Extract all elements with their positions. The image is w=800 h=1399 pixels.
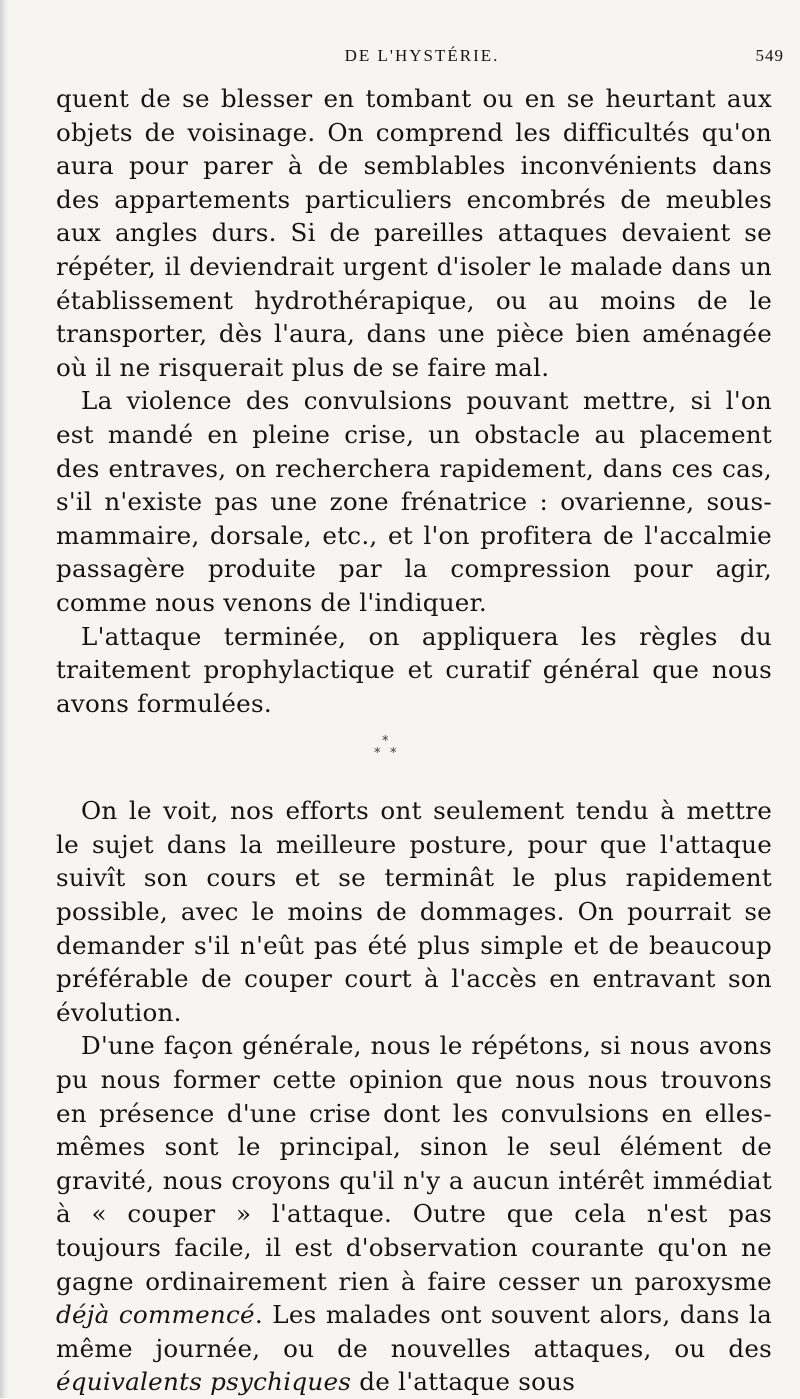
text-run: D'une façon générale, nous le répétons, si nous avons pu nous former cette opinion que nous nous trouvons en présence d'une crise dont les convulsions en elles-mêmes sont le principal, sinon le seul élément de gravité, nous croyons qu'il n'y a aucun intérêt immédiat à « couper » l'attaque. Outre que cela n'est pas toujours facile, il est d'observation courante qu'on ne gagne ordinairement rien à faire cesser un paroxysme [56, 1031, 772, 1296]
body-text [56, 82, 772, 1399]
text-run: de l'attaque sous [351, 1367, 576, 1397]
paragraph-on-le-voit: On le voit, nos efforts ont seulement tendu à mettre le sujet dans la meilleure posture, pour que l'attaque suivît son cours et se terminât le plus rapidement possible, avec le moins de dommages. On pourrait se demander s'il n'eût pas été plus simple et de beaucoup préférable de couper court à l'accès en entravant son évolution. [56, 796, 772, 1027]
italic-text-run: équivalents psychiques [56, 1367, 352, 1397]
running-head [60, 46, 784, 76]
page-gutter-shadow [0, 0, 9, 1398]
asterism-star: * [390, 746, 397, 762]
page-number: 549 [755, 46, 784, 65]
italic-text-run: déjà commencé [56, 1300, 255, 1330]
paragraph-d-une-facon-generale [56, 1029, 772, 1399]
asterism-star: * [382, 734, 389, 750]
asterism-star: * [374, 746, 381, 762]
running-head-title: DE L'HYSTÉRIE. [344, 46, 500, 65]
text-run: . Les malades ont souvent alors, dans la même journée, ou de nouvelles attaques, ou des [56, 1300, 772, 1363]
paragraph-attaque-terminee: L'attaque terminée, on appliquera les règles du traitement prophylactique et curatif général que nous avons formulées. [56, 621, 772, 718]
asterism-separator [56, 720, 772, 794]
paragraph-violence: La violence des convulsions pouvant mettre, si l'on est mandé en pleine crise, un obstacle au placement des entraves, on recherchera rapidement, dans ces cas, s'il n'existe pas une zone frénatrice : ovarienne, sous-mammaire, dorsale, etc., et l'on profitera de l'accalmie passagère produite par la compression pour agir, comme nous venons de l'indiquer. [56, 386, 772, 617]
paragraph-continued: quent de se blesser en tombant ou en se heurtant aux objets de voisinage. On comprend les difficultés qu'on aura pour parer à de semblables inconvénients dans des appartements particuliers encombrés de meubles aux angles durs. Si de pareilles attaques devaient se répéter, il deviendrait urgent d'isoler le malade dans un établissement hydrothérapique, ou au moins de le transporter, dès l'aura, dans une pièce bien aménagée où il ne risquerait plus de se faire mal. [56, 84, 772, 382]
